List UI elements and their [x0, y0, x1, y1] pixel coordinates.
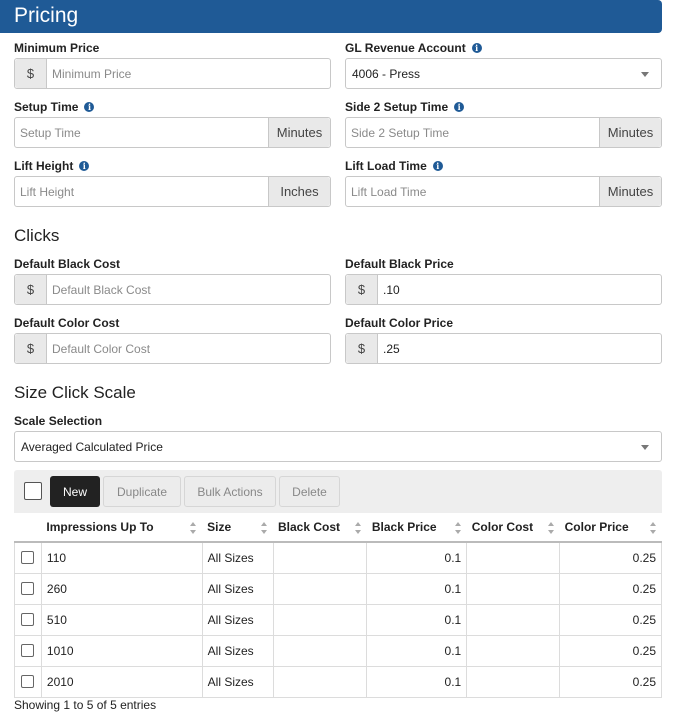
default-color-cost-input[interactable]: Default Color Cost [52, 341, 151, 356]
color-price-cell: 0.25 [560, 542, 662, 573]
size-click-scale-table [14, 513, 662, 698]
lift-height-label: Lift Height i [14, 158, 89, 174]
black-price-cell: 0.1 [367, 635, 467, 666]
lift-load-time-label: Lift Load Time i [345, 158, 443, 174]
default-color-cost-input-group [14, 333, 331, 364]
currency-addon: $ [15, 59, 47, 88]
table-row[interactable] [15, 573, 662, 604]
black-cost-cell [273, 666, 367, 697]
currency-addon: $ [15, 275, 47, 304]
black-price-cell: 0.1 [367, 542, 467, 573]
table-row[interactable] [15, 542, 662, 573]
row-checkbox[interactable] [21, 644, 34, 657]
scale-selection-select[interactable] [14, 431, 662, 462]
duplicate-button[interactable]: Duplicate [103, 476, 181, 507]
scale-selection-value: Averaged Calculated Price [21, 439, 163, 454]
default-color-price-input-group [345, 333, 662, 364]
setup-time-input-group [14, 117, 331, 148]
page-title: Pricing [14, 4, 79, 27]
color-price-cell: 0.25 [560, 635, 662, 666]
chevron-down-icon [641, 445, 649, 450]
side2-setup-time-input-group [345, 117, 662, 148]
size-cell: All Sizes [202, 666, 273, 697]
delete-button[interactable]: Delete [279, 476, 340, 507]
gl-revenue-account-select[interactable] [345, 58, 662, 89]
minutes-addon: Minutes [599, 118, 661, 147]
row-checkbox[interactable] [21, 551, 34, 564]
sort-icon [548, 522, 554, 534]
sort-icon [355, 522, 361, 534]
side2-setup-time-input[interactable]: Side 2 Setup Time [351, 125, 450, 140]
size-cell: All Sizes [202, 542, 273, 573]
size-cell: All Sizes [202, 573, 273, 604]
info-icon[interactable]: i [454, 102, 464, 112]
table-row[interactable] [15, 666, 662, 697]
lift-height-input[interactable]: Lift Height [20, 184, 75, 199]
side2-setup-time-label: Side 2 Setup Time i [345, 99, 464, 115]
color-price-cell: 0.25 [560, 573, 662, 604]
impressions-cell: 2010 [41, 666, 202, 697]
column-header-color-price[interactable]: Color Price [560, 513, 662, 542]
column-header-color-cost[interactable]: Color Cost [467, 513, 560, 542]
default-color-cost-label: Default Color Cost [14, 316, 120, 330]
black-cost-cell [273, 635, 367, 666]
column-header-black-cost[interactable]: Black Cost [273, 513, 367, 542]
row-checkbox-cell [15, 666, 42, 697]
info-icon[interactable]: i [433, 161, 443, 171]
default-black-price-label: Default Black Price [345, 257, 454, 271]
info-icon[interactable]: i [84, 102, 94, 112]
column-header-size[interactable]: Size [202, 513, 273, 542]
row-checkbox[interactable] [21, 675, 34, 688]
black-cost-cell [273, 604, 367, 635]
color-cost-cell [467, 542, 560, 573]
lift-height-input-group [14, 176, 331, 207]
row-checkbox[interactable] [21, 613, 34, 626]
row-checkbox-cell [15, 604, 42, 635]
minutes-addon: Minutes [268, 118, 330, 147]
table-header-row [15, 513, 662, 542]
default-black-cost-input-group [14, 274, 331, 305]
new-button[interactable]: New [50, 476, 100, 507]
sort-icon [650, 522, 656, 534]
info-icon[interactable]: i [472, 43, 482, 53]
currency-addon: $ [15, 334, 47, 363]
setup-time-label: Setup Time i [14, 99, 94, 115]
sort-icon [455, 522, 461, 534]
table-info-footer: Showing 1 to 5 of 5 entries [14, 698, 157, 712]
size-cell: All Sizes [202, 604, 273, 635]
scale-selection-label: Scale Selection [14, 414, 103, 428]
currency-addon: $ [346, 334, 378, 363]
section-header [0, 0, 662, 33]
impressions-cell: 110 [41, 542, 202, 573]
color-price-cell: 0.25 [560, 604, 662, 635]
black-cost-cell [273, 542, 367, 573]
table-row[interactable] [15, 635, 662, 666]
size-click-scale-title: Size Click Scale [14, 383, 136, 402]
black-price-cell: 0.1 [367, 666, 467, 697]
row-checkbox[interactable] [21, 582, 34, 595]
impressions-cell: 510 [41, 604, 202, 635]
table-toolbar [14, 470, 662, 513]
gl-revenue-account-value: 4006 - Press [352, 66, 421, 81]
default-color-price-input[interactable]: .25 [383, 341, 400, 356]
minimum-price-input-group [14, 58, 331, 89]
minutes-addon: Minutes [599, 177, 661, 206]
minimum-price-label: Minimum Price [14, 41, 100, 55]
chevron-down-icon [641, 72, 649, 77]
column-header-black-price[interactable]: Black Price [367, 513, 467, 542]
impressions-cell: 1010 [41, 635, 202, 666]
row-checkbox-cell [15, 542, 42, 573]
checkbox-column-header [15, 513, 42, 542]
black-cost-cell [273, 573, 367, 604]
currency-addon: $ [346, 275, 378, 304]
default-color-price-label: Default Color Price [345, 316, 454, 330]
default-black-price-input[interactable]: .10 [383, 282, 400, 297]
bulk-actions-button[interactable]: Bulk Actions [184, 476, 276, 507]
sort-icon [261, 522, 267, 534]
color-cost-cell [467, 666, 560, 697]
color-price-cell: 0.25 [560, 666, 662, 697]
size-cell: All Sizes [202, 635, 273, 666]
inches-addon: Inches [268, 177, 330, 206]
black-price-cell: 0.1 [367, 573, 467, 604]
row-checkbox-cell [15, 573, 42, 604]
color-cost-cell [467, 604, 560, 635]
default-black-cost-label: Default Black Cost [14, 257, 121, 271]
table-row[interactable] [15, 604, 662, 635]
default-black-cost-input[interactable]: Default Black Cost [52, 282, 151, 297]
default-black-price-input-group [345, 274, 662, 305]
info-icon[interactable]: i [79, 161, 89, 171]
impressions-cell: 260 [41, 573, 202, 604]
row-checkbox-cell [15, 635, 42, 666]
black-price-cell: 0.1 [367, 604, 467, 635]
column-header-impressions[interactable]: Impressions Up To [41, 513, 202, 542]
color-cost-cell [467, 573, 560, 604]
setup-time-input[interactable]: Setup Time [20, 125, 81, 140]
clicks-section-title: Clicks [14, 226, 60, 245]
color-cost-cell [467, 635, 560, 666]
lift-load-time-input[interactable]: Lift Load Time [351, 184, 427, 199]
gl-revenue-account-label: GL Revenue Account i [345, 40, 482, 56]
lift-load-time-input-group [345, 176, 662, 207]
sort-icon [190, 522, 196, 534]
minimum-price-input[interactable]: Minimum Price [52, 66, 132, 81]
select-all-checkbox[interactable] [24, 482, 42, 500]
